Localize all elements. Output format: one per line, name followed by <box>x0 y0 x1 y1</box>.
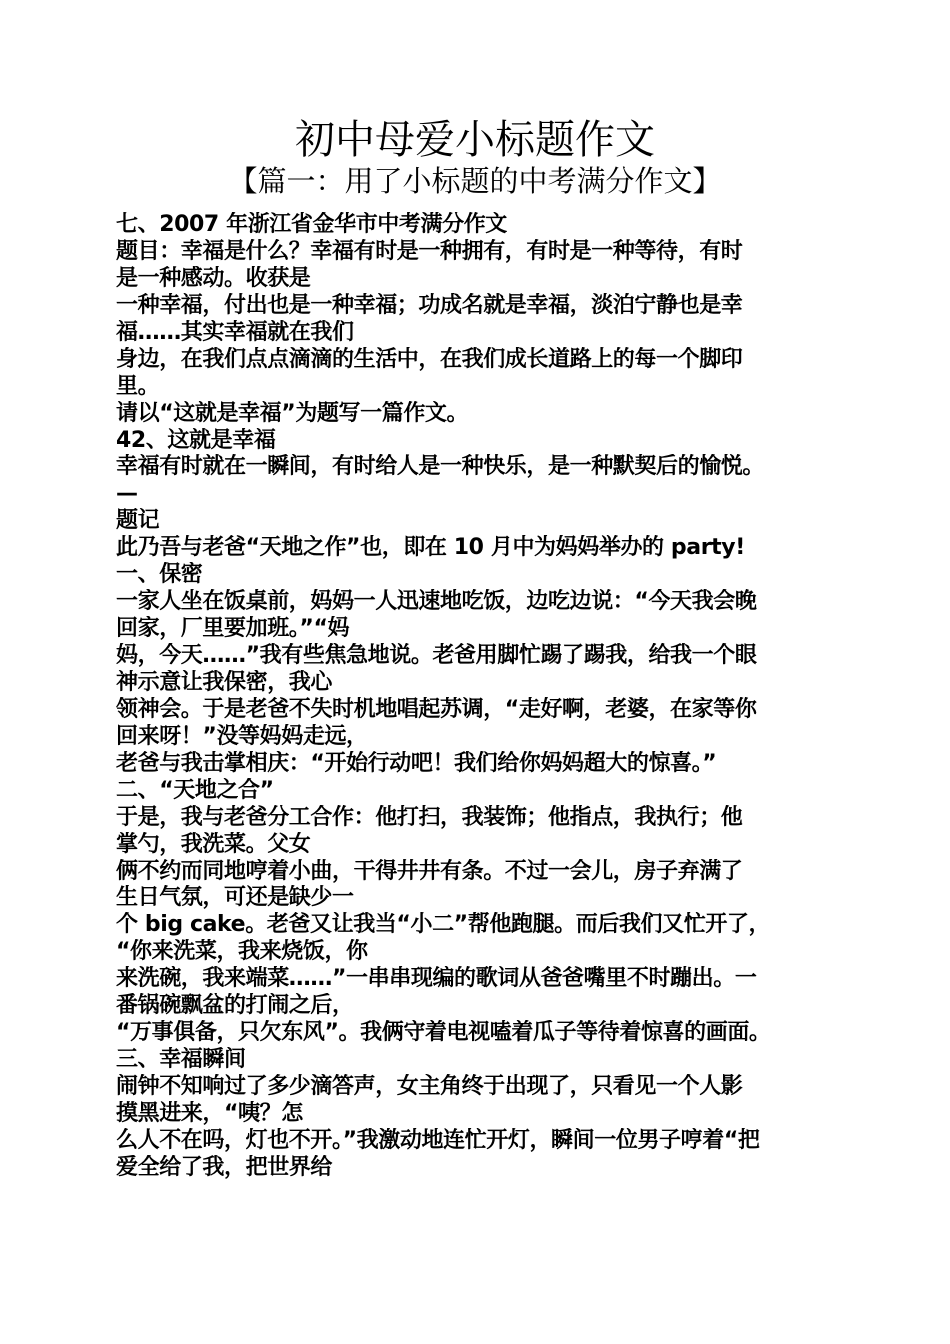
text-line: 里。 <box>116 373 160 399</box>
text-line: 42、这就是幸福 <box>116 427 276 453</box>
document-subtitle: 【篇一：用了小标题的中考满分作文】 <box>228 164 722 198</box>
text-line: 俩不约而同地哼着小曲，干得井井有条。不过一会儿，房子弃满了 <box>116 858 743 884</box>
text-line: 摸黑进来，“咦？怎 <box>116 1100 303 1126</box>
text-line: 七、2007 年浙江省金华市中考满分作文 <box>116 212 507 237</box>
text-line: 领神会。于是老爸不失时机地唱起苏调，“走好啊，老婆，在家等你 <box>116 696 757 722</box>
text-line: 身边，在我们点点滴滴的生活中，在我们成长道路上的每一个脚印 <box>116 346 743 372</box>
document-body <box>116 212 841 1182</box>
text-line: 番锅碗飘盆的打闹之后， <box>116 993 354 1019</box>
text-line: 此乃吾与老爸“天地之作”也，即在 10 月中为妈妈举办的 party! <box>116 535 745 561</box>
text-line: 老爸与我击掌相庆：“开始行动吧！我们给你妈妈超大的惊喜。” <box>116 750 717 776</box>
text-line: 一种幸福，付出也是一种幸福；功成名就是幸福，淡泊宁静也是幸 <box>116 292 743 318</box>
text-line: 题目：幸福是什么？幸福有时是一种拥有，有时是一种等待，有时 <box>116 238 743 264</box>
text-line: 回来呀！”没等妈妈走远， <box>116 723 368 749</box>
document-title: 初中母爱小标题作文 <box>295 117 655 163</box>
text-line: 生日气氛，可还是缺少一 <box>116 885 354 911</box>
text-line: 爱全给了我，把世界给 <box>116 1154 333 1180</box>
text-line: 福……其实幸福就在我们 <box>116 319 354 345</box>
text-line: 么人不在吗，灯也不开。”我激动地连忙开灯，瞬间一位男子哼着“把 <box>116 1127 760 1153</box>
text-line: 妈，今天……”我有些焦急地说。老爸用脚忙踢了踢我，给我一个眼 <box>116 643 757 668</box>
text-line: 是一种感动。收获是 <box>116 265 311 291</box>
text-line: 个 big cake。老爸又让我当“小二”帮他跑腿。而后我们又忙开了， <box>116 912 771 938</box>
text-line: “你来洗菜，我来烧饭，你 <box>116 939 368 965</box>
text-line: 幸福有时就在一瞬间，有时给人是一种快乐，是一种默契后的愉悦。 <box>116 454 765 480</box>
text-line: 掌勺，我洗菜。父女 <box>116 831 311 857</box>
text-line: 一、保密 <box>116 562 203 588</box>
text-line: 一家人坐在饭桌前，妈妈一人迅速地吃饭，边吃边说：“今天我会晚 <box>116 589 757 615</box>
text-line: 三、幸福瞬间 <box>116 1047 246 1073</box>
text-line: — <box>116 481 138 507</box>
text-line: 题记 <box>116 508 160 534</box>
text-line: 二、“天地之合” <box>116 777 274 803</box>
text-line: 于是，我与老爸分工合作：他打扫，我装饰；他指点，我执行；他 <box>116 804 743 830</box>
text-line: 回家，厂里要加班。”“妈 <box>116 616 350 642</box>
text-line: 闹钟不知响过了多少滴答声，女主角终于出现了，只看见一个人影 <box>116 1074 743 1099</box>
text-line: 神示意让我保密，我心 <box>116 669 333 695</box>
text-line: 请以“这就是幸福”为题写一篇作文。 <box>116 400 469 426</box>
text-line: “万事俱备，只欠东风”。我俩守着电视嗑着瓜子等待着惊喜的画面。 <box>116 1020 771 1046</box>
text-line: 来洗碗，我来端菜……”一串串现编的歌词从爸爸嘴里不时蹦出。一 <box>116 966 757 992</box>
